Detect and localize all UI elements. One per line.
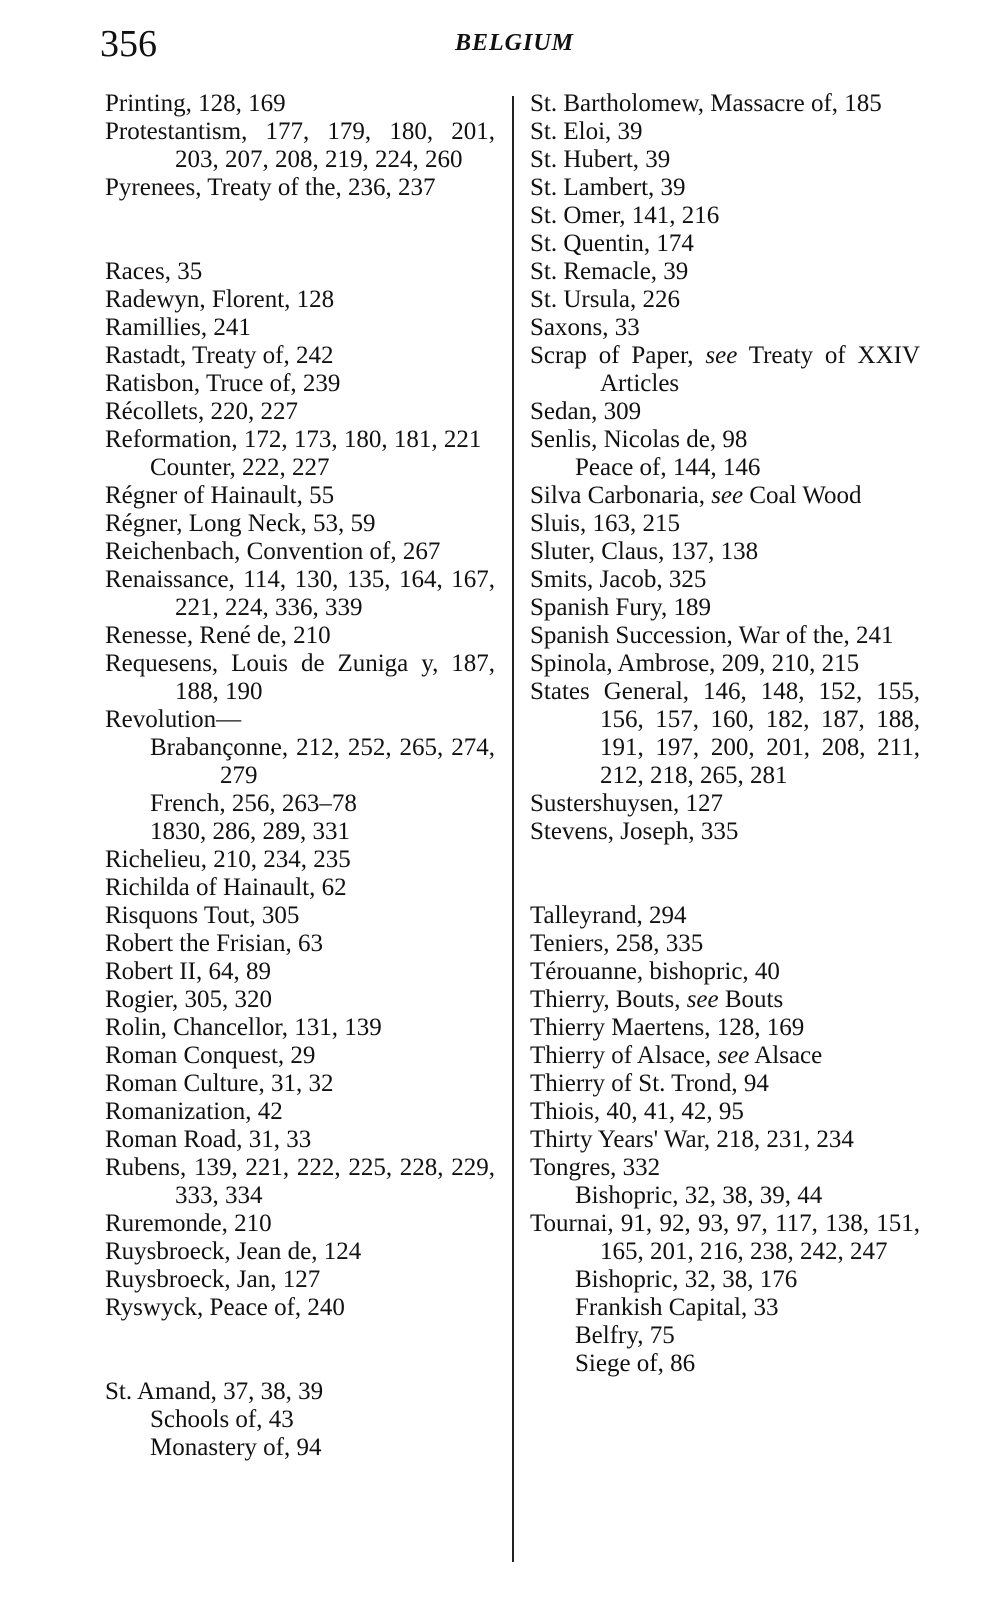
index-entry-cross-reference — [530, 986, 920, 1014]
index-entry: Roman Road, 31, 33 — [105, 1126, 312, 1153]
page-header — [100, 22, 960, 72]
index-entry: Spanish Fury, 189 — [530, 594, 712, 621]
letter-group-gap — [105, 202, 495, 258]
index-entry: Ruysbroeck, Jean de, 124 — [105, 1238, 362, 1265]
index-entry: St. Remacle, 39 — [530, 258, 689, 285]
index-subentry: Monastery of, 94 — [150, 1434, 322, 1461]
index-entry: Rubens, 139, 221, 222, 225, 228, 229, 333, 334 — [105, 1154, 495, 1209]
index-entry: Smits, Jacob, 325 — [530, 566, 707, 593]
index-entry: Printing, 128, 169 — [105, 90, 286, 117]
index-entry: Sluter, Claus, 137, 138 — [530, 538, 759, 565]
index-entry: Sedan, 309 — [530, 398, 642, 425]
index-entry: Ramillies, 241 — [105, 314, 251, 341]
index-entry: Risquons Tout, 305 — [105, 902, 300, 929]
index-subentry: Brabançonne, 212, 252, 265, 274, 279 — [150, 734, 495, 789]
index-entry: St. Amand, 37, 38, 39 — [105, 1378, 324, 1405]
index-entry: Richilda of Hainault, 62 — [105, 874, 347, 901]
index-entry: Radewyn, Florent, 128 — [105, 286, 335, 313]
page-number: 356 — [100, 23, 157, 65]
index-subentry: Frankish Capital, 33 — [575, 1294, 779, 1321]
index-entry: Ratisbon, Truce of, 239 — [105, 370, 341, 397]
index-entry: Ruremonde, 210 — [105, 1210, 272, 1237]
index-subentry: Siege of, 86 — [575, 1350, 696, 1377]
index-entry: Rogier, 305, 320 — [105, 986, 273, 1013]
index-entry: Robert the Frisian, 63 — [105, 930, 324, 957]
index-entry: Tongres, 332 — [530, 1154, 661, 1181]
index-entry: Rolin, Chancellor, 131, 139 — [105, 1014, 382, 1041]
index-subentry: Counter, 222, 227 — [150, 454, 330, 481]
index-entry: Requesens, Louis de Zuniga y, 187, 188, 190 — [105, 650, 495, 705]
index-entry: States General, 146, 148, 152, 155, 156, 157, 160, 182, 187, 188, 191, 197, 200, 201, 208, 211, 212, 218, 265, 281 — [530, 678, 920, 789]
index-entry: Teniers, 258, 335 — [530, 930, 704, 957]
column-divider — [512, 96, 514, 1562]
index-subentry: 1830, 286, 289, 331 — [150, 818, 350, 845]
running-title: BELGIUM — [455, 30, 575, 56]
index-entry: Romanization, 42 — [105, 1098, 283, 1125]
index-subentry: Peace of, 144, 146 — [575, 454, 761, 481]
index-entry: Renesse, René de, 210 — [105, 622, 331, 649]
index-subentry: Bishopric, 32, 38, 176 — [575, 1266, 798, 1293]
index-entry: Rastadt, Treaty of, 242 — [105, 342, 334, 369]
see-reference: see — [711, 482, 744, 509]
index-entry: Richelieu, 210, 234, 235 — [105, 846, 351, 873]
index-entry: Thierry Maertens, 128, 169 — [530, 1014, 805, 1041]
index-entry: Thirty Years' War, 218, 231, 234 — [530, 1126, 854, 1153]
index-entry: St. Quentin, 174 — [530, 230, 694, 257]
index-entry: Spanish Succession, War of the, 241 — [530, 622, 894, 649]
index-entry: Senlis, Nicolas de, 98 — [530, 426, 748, 453]
see-target: Bouts — [724, 986, 784, 1013]
index-entry: St. Omer, 141, 216 — [530, 202, 720, 229]
index-entry: Térouanne, bishopric, 40 — [530, 958, 780, 985]
index-entry: St. Hubert, 39 — [530, 146, 671, 173]
see-target: Treaty of XXIV Articles — [600, 342, 920, 397]
index-entry: Saxons, 33 — [530, 314, 640, 341]
index-entry: Sluis, 163, 215 — [530, 510, 681, 537]
index-entry: St. Ursula, 226 — [530, 286, 680, 313]
index-entry: Roman Culture, 31, 32 — [105, 1070, 334, 1097]
letter-group-gap — [530, 846, 920, 902]
see-target: Coal Wood — [749, 482, 862, 509]
index-entry: Renaissance, 114, 130, 135, 164, 167, 221, 224, 336, 339 — [105, 566, 495, 621]
index-entry: Pyrenees, Treaty of the, 236, 237 — [105, 174, 436, 201]
index-entry: Thierry of St. Trond, 94 — [530, 1070, 769, 1097]
index-entry: Régner, Long Neck, 53, 59 — [105, 510, 376, 537]
index-subentry: Bishopric, 32, 38, 39, 44 — [575, 1182, 823, 1209]
index-entry: Roman Conquest, 29 — [105, 1042, 316, 1069]
index-entry: Reichenbach, Convention of, 267 — [105, 538, 441, 565]
entry-head: Silva Carbonaria, — [530, 482, 705, 509]
index-entry: Ryswyck, Peace of, 240 — [105, 1294, 345, 1321]
index-column-right — [530, 90, 920, 1378]
index-subentry: Belfry, 75 — [575, 1322, 675, 1349]
index-entry: Récollets, 220, 227 — [105, 398, 299, 425]
see-reference: see — [686, 986, 719, 1013]
index-entry: Revolution— — [105, 706, 242, 733]
index-entry: Thiois, 40, 41, 42, 95 — [530, 1098, 744, 1125]
entry-head: Thierry, Bouts, — [530, 986, 681, 1013]
index-entry: Spinola, Ambrose, 209, 210, 215 — [530, 650, 860, 677]
see-reference: see — [705, 342, 738, 369]
index-entry: Talleyrand, 294 — [530, 902, 687, 929]
index-entry-cross-reference — [530, 1042, 920, 1070]
index-entry: Régner of Hainault, 55 — [105, 482, 335, 509]
index-subentry: French, 256, 263–78 — [150, 790, 357, 817]
index-entry: Sustershuysen, 127 — [530, 790, 724, 817]
index-entry: Reformation, 172, 173, 180, 181, 221 — [105, 426, 482, 453]
index-entry-cross-reference — [530, 342, 920, 398]
index-subentry: Schools of, 43 — [150, 1406, 294, 1433]
index-entry-cross-reference — [530, 482, 920, 510]
see-target: Alsace — [754, 1042, 823, 1069]
index-entry: St. Bartholomew, Massacre of, 185 — [530, 90, 882, 117]
index-entry: Robert II, 64, 89 — [105, 958, 271, 985]
index-column-left — [105, 90, 495, 1462]
index-entry: Tournai, 91, 92, 93, 97, 117, 138, 151, 165, 201, 216, 238, 242, 247 — [530, 1210, 920, 1265]
letter-group-gap — [105, 1322, 495, 1378]
index-entry: St. Eloi, 39 — [530, 118, 643, 145]
index-entry: Stevens, Joseph, 335 — [530, 818, 739, 845]
index-entry: Ruysbroeck, Jan, 127 — [105, 1266, 321, 1293]
index-entry: St. Lambert, 39 — [530, 174, 686, 201]
entry-head: Scrap of Paper, — [530, 342, 694, 369]
see-reference: see — [717, 1042, 750, 1069]
entry-head: Thierry of Alsace, — [530, 1042, 712, 1069]
index-entry: Protestantism, 177, 179, 180, 201, 203, 207, 208, 219, 224, 260 — [105, 118, 495, 173]
index-entry: Races, 35 — [105, 258, 203, 285]
